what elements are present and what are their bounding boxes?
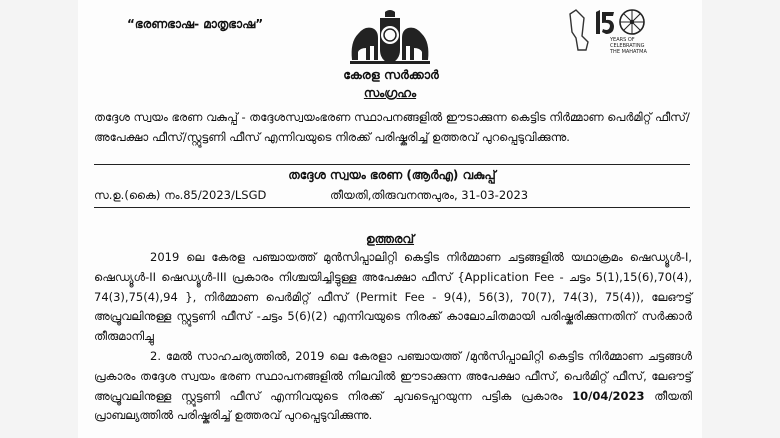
ashoka-chakra-icon	[620, 10, 644, 34]
anniversary-years-text: YEARS OF	[610, 37, 635, 43]
paragraph-2-text-end: തീയതി പ്രാബല്യത്തിൽ പരിഷ്കരിച്ച് ഉത്തരവ് പുറപ്പെടുവിക്കുന്നു.	[94, 388, 692, 423]
department-name: തദ്ദേശ സ്വയം ഭരണ (ആർഎ) വകുപ്പ്	[288, 168, 496, 182]
government-name: കേരള സർക്കാർ	[343, 67, 439, 82]
order-summary: തദ്ദേശ സ്വയം ഭരണ വകുപ്പ് - തദ്ദേശസ്വയംഭരണ സ്ഥാപനങ്ങളിൽ ഈടാക്കുന്ന കെട്ടിട നിർമ്മാണ പെർമിറ്റ് ഫീസ്/അപേക്ഷാ ഫീസ്/സ്റ്റൂട്ടണി ഫീസ് എന്നിവയുടെ നിരക്ക് പരിഷ്കരിച്ച് ഉത്തരവ് പുറപ്പെടുവിക്കുന്നു.	[94, 110, 690, 144]
left-margin	[0, 0, 78, 438]
order-number: സ.ഉ.(കൈ) നം.85/2023/LSGD	[94, 188, 267, 202]
order-date: തീയതി,തിരുവനന്തപുരം, 31-03-2023	[330, 188, 529, 202]
anniversary-celebrating-text: CELEBRATING	[610, 43, 645, 49]
anniversary-mahatma-text: THE MAHATMA	[610, 49, 647, 55]
effective-date: 10/04/2023	[572, 388, 645, 403]
abstract-heading: സംഗ്രഹം	[363, 86, 417, 100]
order-heading: ഉത്തരവ്	[365, 232, 415, 246]
top-divider	[94, 164, 690, 165]
right-margin	[702, 0, 780, 438]
gandhi-150-years-logo-icon	[566, 6, 662, 58]
kerala-emblem-icon	[344, 8, 436, 66]
order-paragraph-1: 2019 ലെ കേരള പഞ്ചായത്ത് മുൻസിപ്പാലിറ്റി കെട്ടിട നിർമ്മാണ ചട്ടങ്ങളിൽ യഥാക്രമം ഷെഡ്യൂൾ-I, ഷെഡ്യൂൾ-II ഷെഡ്യൂൾ-III പ്രകാരം നിശ്ചയിച്ചിട്ടുള്ള അപേക്ഷാ ഫീസ് {Application Fee - ചട്ടം 5(1),15(6),70(4), 74(3),75(4),94 }, നിർമ്മാണ പെർമിറ്റ് ഫീസ് (Permit Fee - 9(4), 56(3), 70(7), 74(3), 75(4)), ലേഔട്ട് അപ്രൂവലിനുള്ള സ്റ്റൂട്ടണി ഫീസ് -ചട്ടം 5(6)(2) എന്നിവയുടെ നിരക്ക് കാലോചിതമായി പരിഷ്കരിക്കുന്നതിന് സർക്കാർ തീരുമാനിച്ചു	[94, 250, 692, 344]
official-language-tagline: “ഭരണഭാഷ- മാതൃഭാഷ”	[127, 17, 264, 31]
paragraph-2-text-start: 2. മേൽ സാഹചര്യത്തിൽ, 2019 ലെ കേരളാ പഞ്ചായത്ത് /മുൻസിപ്പാലിറ്റി കെട്ടിട നിർമ്മാണ ചട്ടങ്ങൾ പ്രകാരം തദ്ദേശ സ്വയം ഭരണ സ്ഥാപനങ്ങളിൽ നിലവിൽ ഈടാക്കുന്ന അപേക്ഷാ ഫീസ്, പെർമിറ്റ് ഫീസ്, ലേഔട്ട് അപ്രൂവലിനുള്ള സ്റ്റൂട്ടണി ഫീസ് എന്നിവയുടെ നിരക്ക് ചുവടെപ്പറയുന്ന പട്ടിക പ്രകാരം	[94, 348, 692, 403]
order-reference	[94, 188, 692, 203]
order-paragraph-2	[94, 347, 692, 426]
order-body	[94, 248, 692, 426]
bottom-divider	[94, 207, 690, 208]
